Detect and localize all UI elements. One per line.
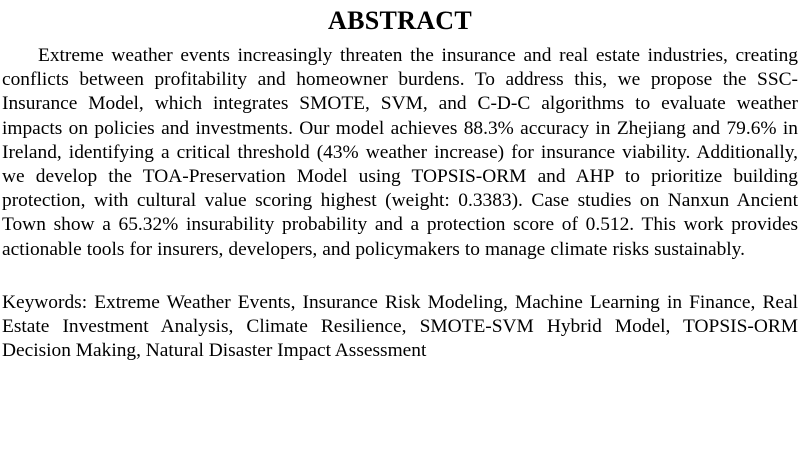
abstract-heading: ABSTRACT: [328, 6, 472, 35]
keywords-label: Keywords:: [2, 291, 88, 313]
keywords-list: Extreme Weather Events, Insurance Risk Modeling, Machine Learning in Finance, Real Estate Investment Analysis, Climate Resilience, SMOTE-SVM Hybrid Model, TOPSIS-ORM Decision Making, Natural Disaster Impact Assessment: [2, 291, 798, 362]
abstract-paragraph: Extreme weather events increasingly threaten the insurance and real estate industries, creating conflicts between profitability and homeowner burdens. To address this, we propose the SSC-Insurance Model, which integrates SMOTE, SVM, and C-D-C algorithms to evaluate weather impacts on policies and investments. Our model achieves 88.3% accuracy in Zhejiang and 79.6% in Ireland, identifying a critical threshold (43% weather increase) for insurance viability. Additionally, we develop the TOA-Preservation Model using TOPSIS-ORM and AHP to prioritize building protection, with cultural value scoring highest (weight: 0.3383). Case studies on Nanxun Ancient Town show a 65.32% insurability probability and a protection score of 0.512. This work provides actionable tools for insurers, developers, and policymakers to manage climate risks sustainably.: [2, 45, 798, 260]
keywords-paragraph: [2, 291, 798, 364]
